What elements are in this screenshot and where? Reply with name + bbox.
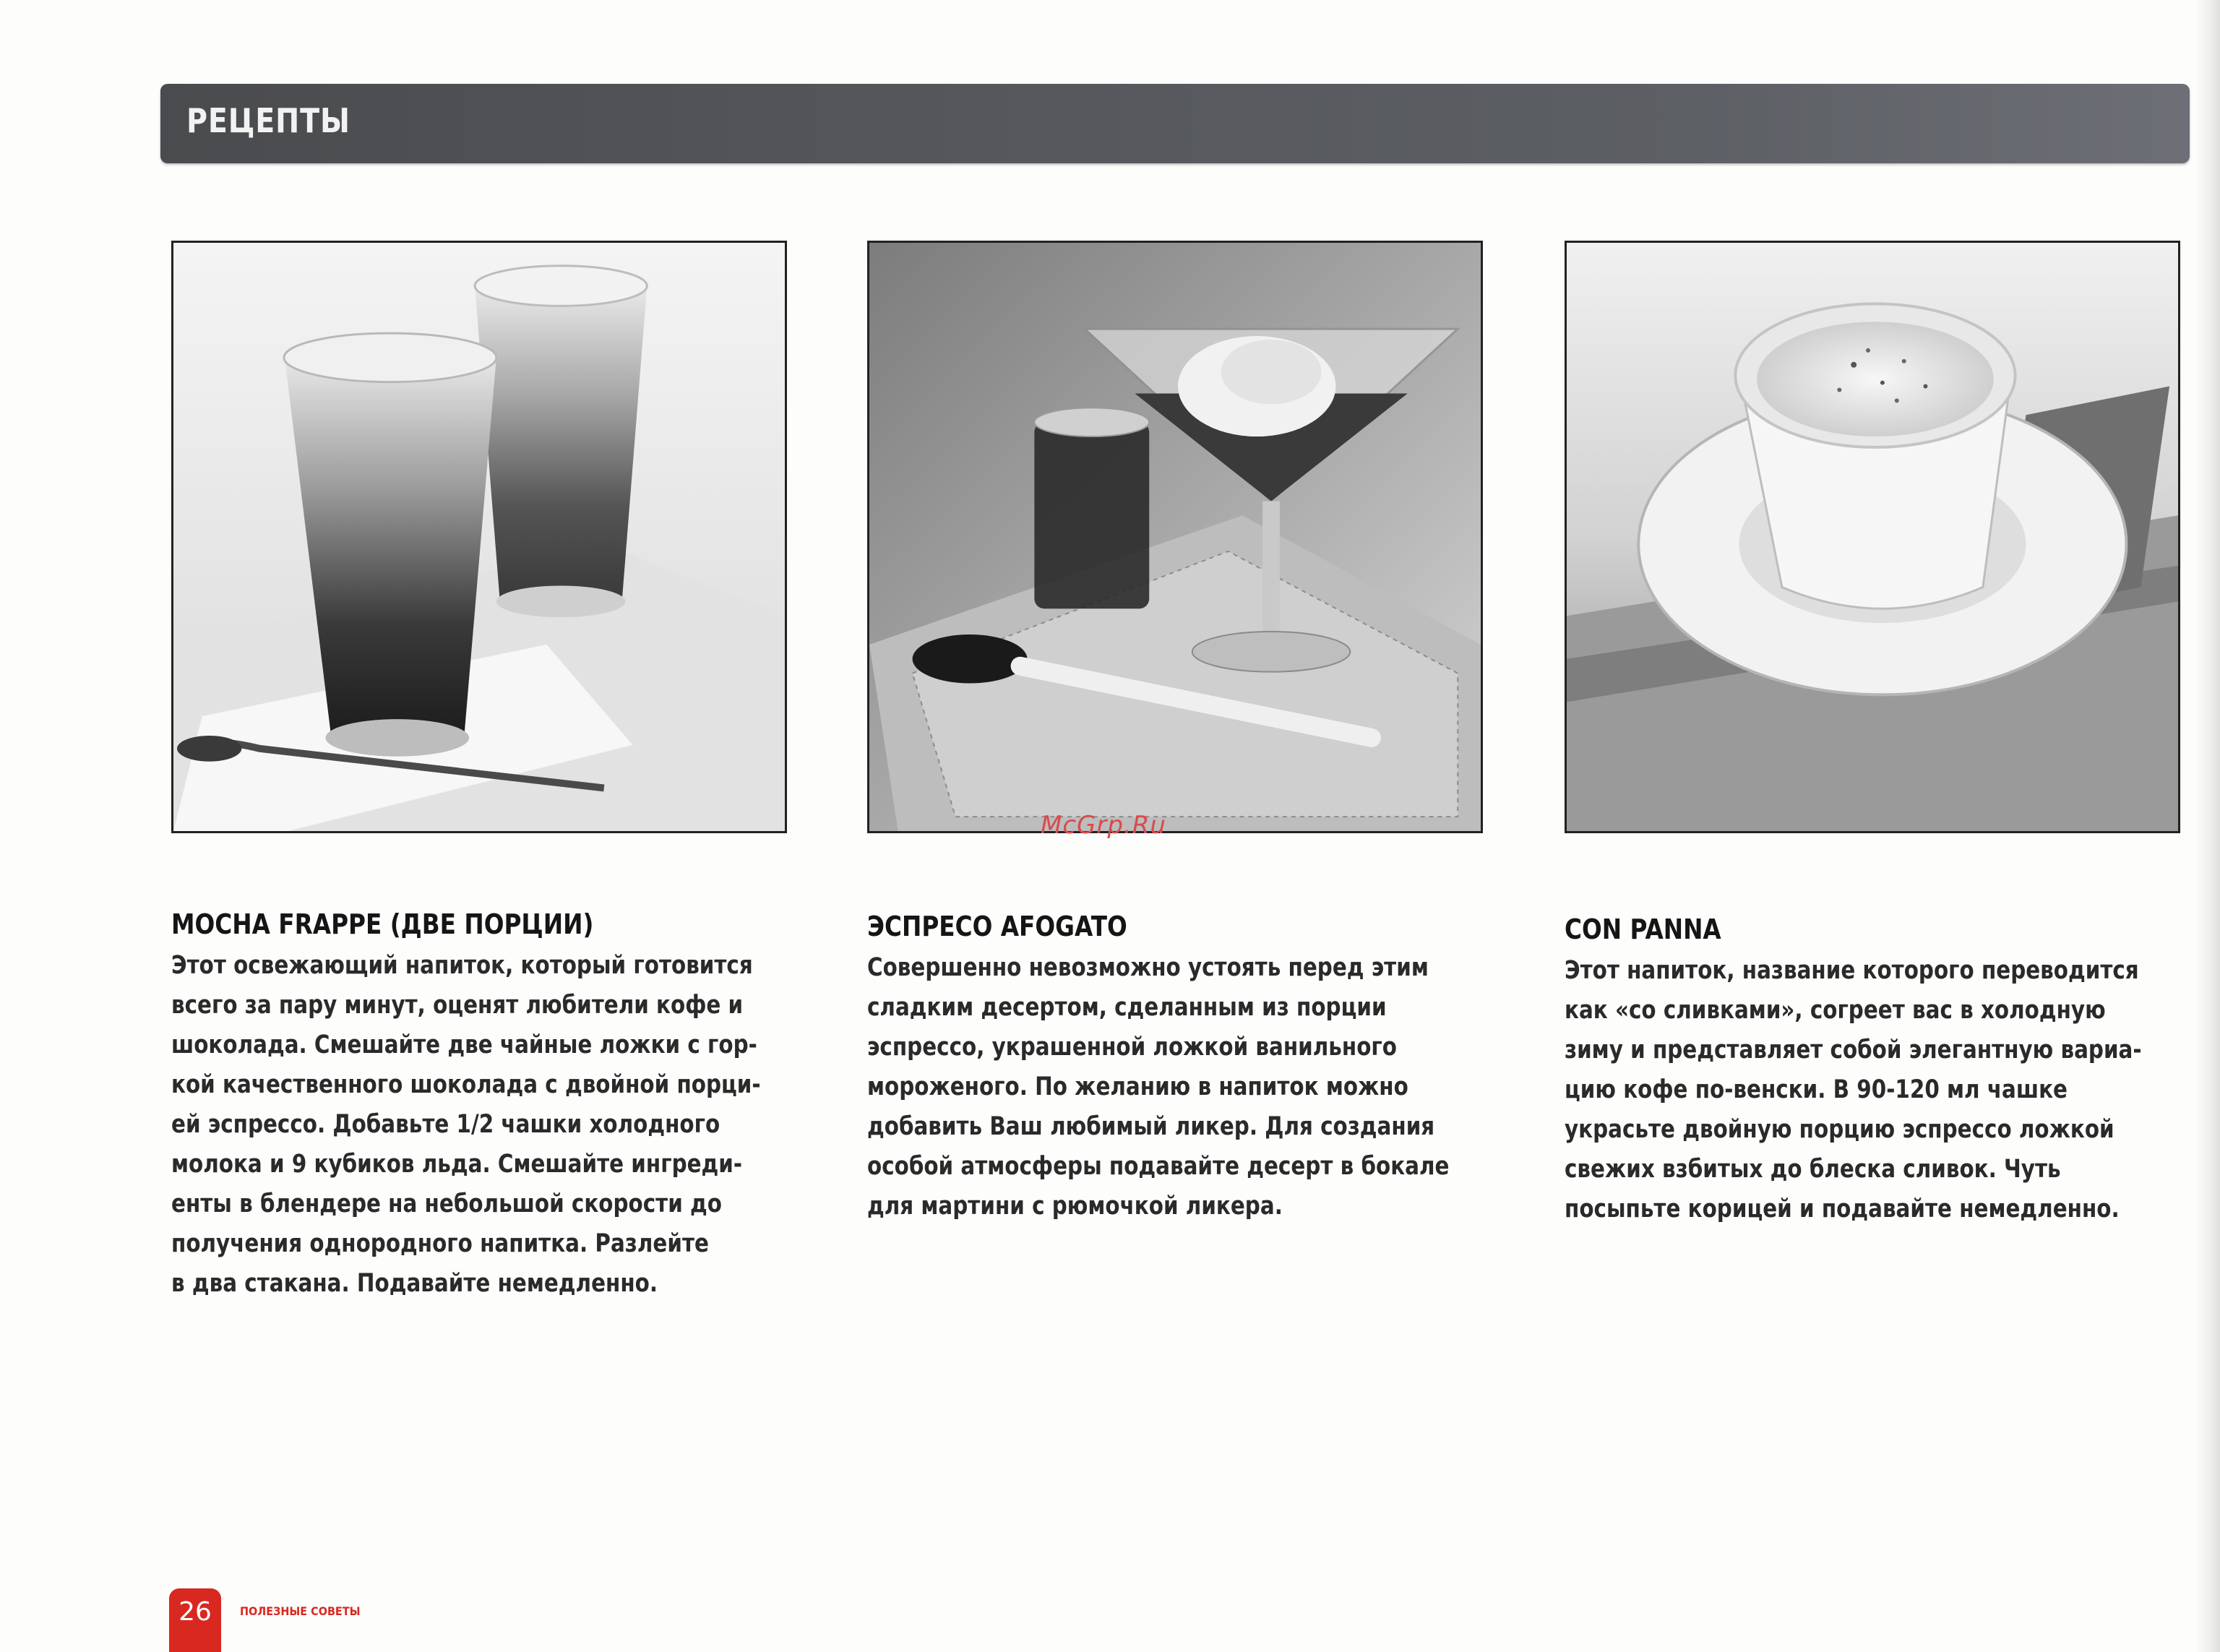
recipe-line: украсьте двойную порцию эспрессо ложкой (1565, 1115, 2114, 1144)
recipe-line: получения однородного напитка. Разлейте (171, 1229, 709, 1258)
con-panna-photo (1565, 241, 2180, 833)
recipe-line: особой атмосферы подавайте десерт в бокале (867, 1152, 1450, 1181)
espresso-afogato-illustration (869, 243, 1481, 831)
page-number-badge: 26 (169, 1588, 221, 1652)
recipe-line: как «со сливками», согреет вас в холодную (1565, 996, 2106, 1025)
recipe-body (867, 948, 1518, 1226)
espresso-afogato-photo (867, 241, 1483, 833)
con-panna-illustration (1567, 243, 2178, 831)
recipe-line: цию кофе по-венски. В 90-120 мл чашке (1565, 1075, 2068, 1104)
recipe-title: ЭСПРЕСО AFOGATO (867, 911, 1127, 942)
recipe-line: зиму и представляет собой элегантную вариа- (1565, 1036, 2142, 1064)
recipe-title: MOCHA FRAPPE (ДВЕ ПОРЦИИ) (171, 908, 594, 940)
recipe-line: добавить Ваш любимый ликер. Для создания (867, 1112, 1435, 1141)
recipe-body (171, 946, 822, 1304)
recipe-line: кой качественного шоколада с двойной порци- (171, 1070, 761, 1099)
section-title: РЕЦЕПТЫ (186, 101, 350, 140)
recipe-mocha-frappe (171, 907, 822, 1304)
page-edge-shadow (2195, 0, 2220, 1652)
recipe-line: для мартини с рюмочкой ликера. (867, 1192, 1283, 1221)
mocha-frappe-illustration (173, 243, 785, 831)
recipe-line: в два стакана. Подавайте немедленно. (171, 1269, 658, 1298)
recipe-title: CON PANNA (1565, 913, 1721, 945)
recipe-line: сладким десертом, сделанным из порции (867, 993, 1387, 1022)
recipe-line: посыпьте корицей и подавайте немедленно. (1565, 1195, 2120, 1223)
recipe-line: всего за пару минут, оценят любители кофе и (171, 991, 744, 1020)
recipe-line: Этот напиток, название которого переводится (1565, 956, 2139, 985)
recipe-con-panna (1565, 912, 2215, 1229)
recipe-line: эспрессо, украшенной ложкой ванильного (867, 1033, 1397, 1062)
recipe-line: енты в блендере на небольшой скорости до (171, 1189, 722, 1218)
recipe-line: свежих взбитых до блеска сливок. Чуть (1565, 1155, 2061, 1184)
mocha-frappe-photo (171, 241, 787, 833)
watermark: McGrp.Ru (1041, 811, 1166, 840)
section-header-bar (160, 84, 2190, 163)
footer-section-label: ПОЛЕЗНЫЕ СОВЕТЫ (240, 1604, 361, 1618)
recipe-line: Этот освежающий напиток, который готовится (171, 951, 753, 980)
recipe-line: шоколада. Смешайте две чайные ложки с гор- (171, 1031, 757, 1059)
recipe-line: молока и 9 кубиков льда. Смешайте ингреди- (171, 1150, 743, 1179)
recipe-line: Совершенно невозможно устоять перед этим (867, 953, 1429, 982)
recipe-line: мороженого. По желанию в напиток можно (867, 1072, 1408, 1101)
recipe-espresso-afogato (867, 909, 1518, 1226)
recipe-line: ей эспрессо. Добавьте 1/2 чашки холодного (171, 1110, 720, 1139)
recipe-body (1565, 951, 2215, 1229)
